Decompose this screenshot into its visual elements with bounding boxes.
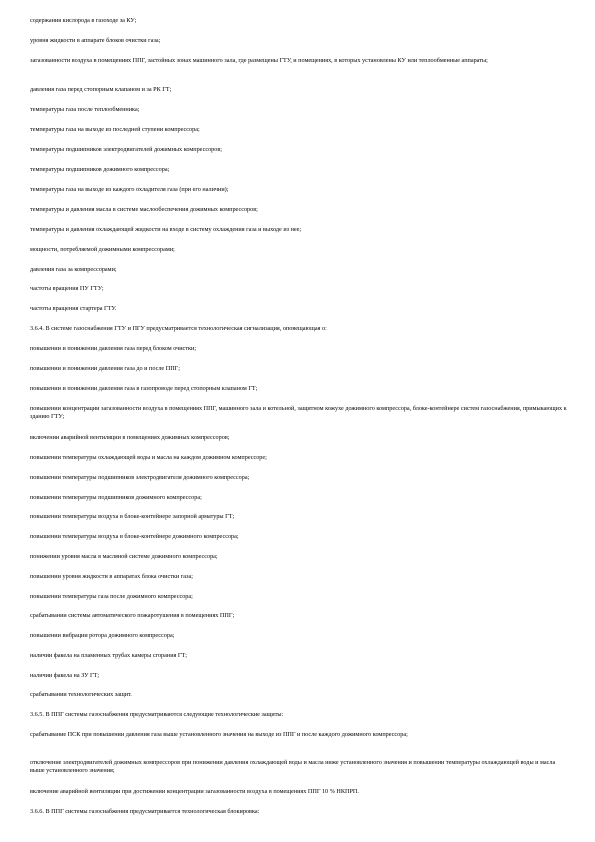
list-item: загазованности воздуха в помещениях ППГ, застойных зонах машинного зала, где размещены ГТУ, и помещениях, в которых установлены КУ или теплообменные аппараты; <box>30 57 488 64</box>
list-item: повышении и понижении давления газа перед блоком очистки; <box>30 345 197 352</box>
list-item: повышении температуры воздуха в блоке-контейнере дожимного компрессора; <box>30 533 239 540</box>
list-item: повышении температуры подшипников дожимного компрессора; <box>30 494 202 501</box>
list-item: отключение электродвигателей дожимных компрессоров при понижении давления охлаждающей воды и масла ниже установленного значения и повышении температуры охлаждающей воды и масла выше установленного значения; <box>30 759 556 775</box>
list-item: мощности, потребляемой дожимными компрессорами; <box>30 246 175 253</box>
list-item: срабатывании технологических защит. <box>30 691 132 698</box>
list-item: частоты вращения стартера ГТУ. <box>30 305 117 312</box>
list-item: включении аварийной вентиляции в помещениях дожимных компрессоров; <box>30 434 230 441</box>
list-item: температуры подшипников дожимного компрессора; <box>30 166 170 173</box>
list-item: уровня жидкости в аппарате блоков очистки газа; <box>30 37 161 44</box>
section-heading: 3.6.5. В ППГ системы газоснабжения предусматриваются следующие технологические защиты: <box>30 711 284 718</box>
list-item: температуры и давления охлаждающей жидкости на входе в систему охлаждения газа и выходе из нее; <box>30 226 302 233</box>
list-item: температуры газа на выходе из каждого охладителя газа (при его наличии); <box>30 186 229 193</box>
list-item: давления газа за компрессорами; <box>30 266 117 273</box>
list-item: повышении вибрации ротора дожимного компрессора; <box>30 632 175 639</box>
section-heading: 3.6.4. В системе газоснабжения ГТУ и ПГУ предусматривается технологическая сигнализация, оповещающая о: <box>30 325 327 332</box>
list-item: температуры газа на выходе из последней ступени компрессора; <box>30 126 200 133</box>
list-item: повышении и понижении давления газа до и после ППГ; <box>30 365 180 372</box>
list-item: повышении температуры подшипников электродвигателя дожимного компрессора; <box>30 474 250 481</box>
list-item: наличии факела на пламенных трубах камеры сгорания ГТ; <box>30 652 187 659</box>
list-item: температуры и давления масла в системе маслообеспечения дожимных компрессоров; <box>30 206 258 213</box>
list-item: срабатывании системы автоматического пожаротушения в помещениях ППГ; <box>30 612 235 619</box>
list-item: частоты вращения ПУ ГТУ; <box>30 285 104 292</box>
list-item: повышении температуры охлаждающей воды и масла на каждом дожимном компрессоре; <box>30 454 267 461</box>
list-item: наличии факела на ЗУ ГТ; <box>30 672 100 679</box>
list-item: давления газа перед стопорным клапаном и за РК ГТ; <box>30 86 172 93</box>
list-item: понижении уровня масла в масляной системе дожимного компрессора; <box>30 553 218 560</box>
list-item: содержания кислорода в газоходе за КУ; <box>30 17 137 24</box>
list-item: срабатывание ПСК при повышении давления газа выше установленного значения на выходе из ППГ и после каждого дожимного компрессора; <box>30 731 408 738</box>
list-item: повышении температуры газа после дожимного компрессора; <box>30 593 193 600</box>
section-heading: 3.6.6. В ППГ системы газоснабжения предусматривается технологическая блокировка: <box>30 808 260 815</box>
list-item: повышении концентрации загазованности воздуха в помещениях ППГ, машинного зала и котельной, защитном кожухе дожимного компрессора, блоке-контейнере систем газоснабжения, примыкающих к зданию ГТУ; <box>30 405 567 421</box>
list-item: повышении и понижении давления газа в газопроводе перед стопорным клапаном ГТ; <box>30 385 258 392</box>
list-item: температуры подшипников электродвигателей дожимных компрессоров; <box>30 146 222 153</box>
list-item: повышении температуры воздуха в блоке-контейнере запорной арматуры ГТ; <box>30 513 235 520</box>
list-item: включение аварийной вентиляции при достижении концентрации загазованности воздуха в помещениях ППГ 10 % НКПРП. <box>30 788 359 795</box>
list-item: повышении уровня жидкости в аппаратах блока очистки газа; <box>30 573 193 580</box>
list-item: температуры газа после теплообменника; <box>30 106 140 113</box>
